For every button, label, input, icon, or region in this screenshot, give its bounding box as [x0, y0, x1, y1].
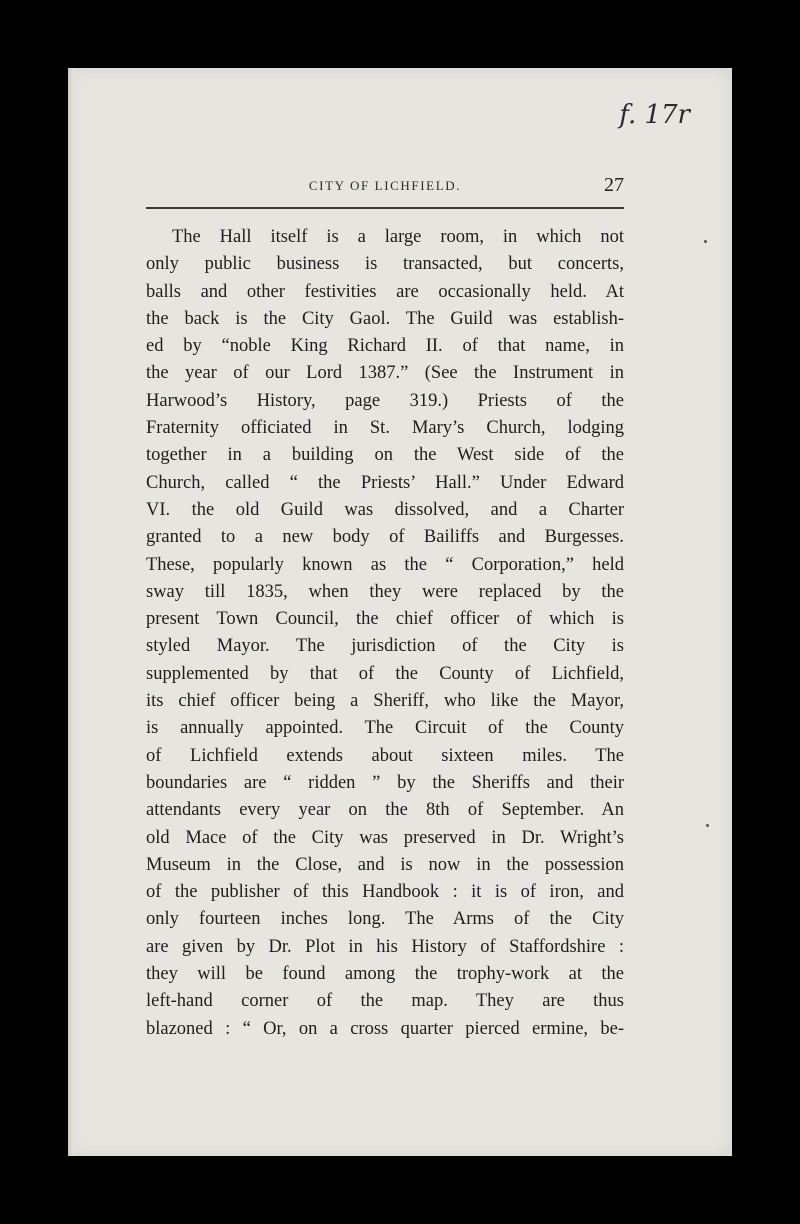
text-line: left-hand corner of the map. They are thus [146, 991, 624, 1012]
text-line: Church, called “ the Priests’ Hall.” Under Edward [146, 472, 624, 493]
text-line: attendants every year on the 8th of September. An [146, 800, 624, 821]
text-line: present Town Council, the chief officer of which is [146, 609, 624, 630]
text-line: Harwood’s History, page 319.) Priests of the [146, 390, 624, 411]
text-line: blazoned : “ Or, on a cross quarter pierced ermine, be- [146, 1018, 624, 1039]
page-gutter-shadow [68, 68, 74, 1156]
text-line: old Mace of the City was preserved in Dr. Wright’s [146, 827, 624, 848]
text-line: of the publisher of this Handbook : it is of iron, and [146, 882, 624, 903]
body-text [146, 224, 624, 1043]
text-line: the year of our Lord 1387.” (See the Instrument in [146, 363, 624, 384]
folio-annotation: f. 17r [619, 100, 690, 130]
text-line: balls and other festivities are occasionally held. At [146, 281, 624, 302]
text-line: Fraternity officiated in St. Mary’s Church, lodging [146, 418, 624, 439]
text-line: styled Mayor. The jurisdiction of the City is [146, 636, 624, 657]
text-line: is annually appointed. The Circuit of the County [146, 718, 624, 739]
text-line: sway till 1835, when they were replaced by the [146, 581, 624, 602]
text-line: they will be found among the trophy-work at the [146, 964, 624, 985]
page-number: 27 [604, 174, 624, 196]
text-line: supplemented by that of the County of Lichfield, [146, 663, 624, 684]
text-line: of Lichfield extends about sixteen miles. The [146, 745, 624, 766]
text-line: These, popularly known as the “ Corporation,” held [146, 554, 624, 575]
paper-speck [704, 240, 707, 243]
text-line: granted to a new body of Bailiffs and Burgesses. [146, 527, 624, 548]
book-page [68, 68, 732, 1156]
text-line: only public business is transacted, but concerts, [146, 254, 624, 275]
running-head [146, 174, 624, 204]
running-title: CITY OF LICHFIELD. [308, 178, 462, 193]
text-line: VI. the old Guild was dissolved, and a Charter [146, 499, 624, 520]
text-line: its chief officer being a Sheriff, who like the Mayor, [146, 691, 624, 712]
text-line: are given by Dr. Plot in his History of Staffordshire : [146, 936, 624, 957]
text-line: together in a building on the West side of the [146, 445, 624, 466]
paper-speck [706, 824, 709, 827]
header-rule [146, 207, 624, 209]
text-line: only fourteen inches long. The Arms of the City [146, 909, 624, 930]
text-line: the back is the City Gaol. The Guild was establish- [146, 308, 624, 329]
text-line: The Hall itself is a large room, in which not [172, 227, 624, 247]
text-line: ed by “noble King Richard II. of that name, in [146, 336, 624, 357]
text-line: Museum in the Close, and is now in the possession [146, 854, 624, 875]
text-line: boundaries are “ ridden ” by the Sheriffs and their [146, 772, 624, 793]
